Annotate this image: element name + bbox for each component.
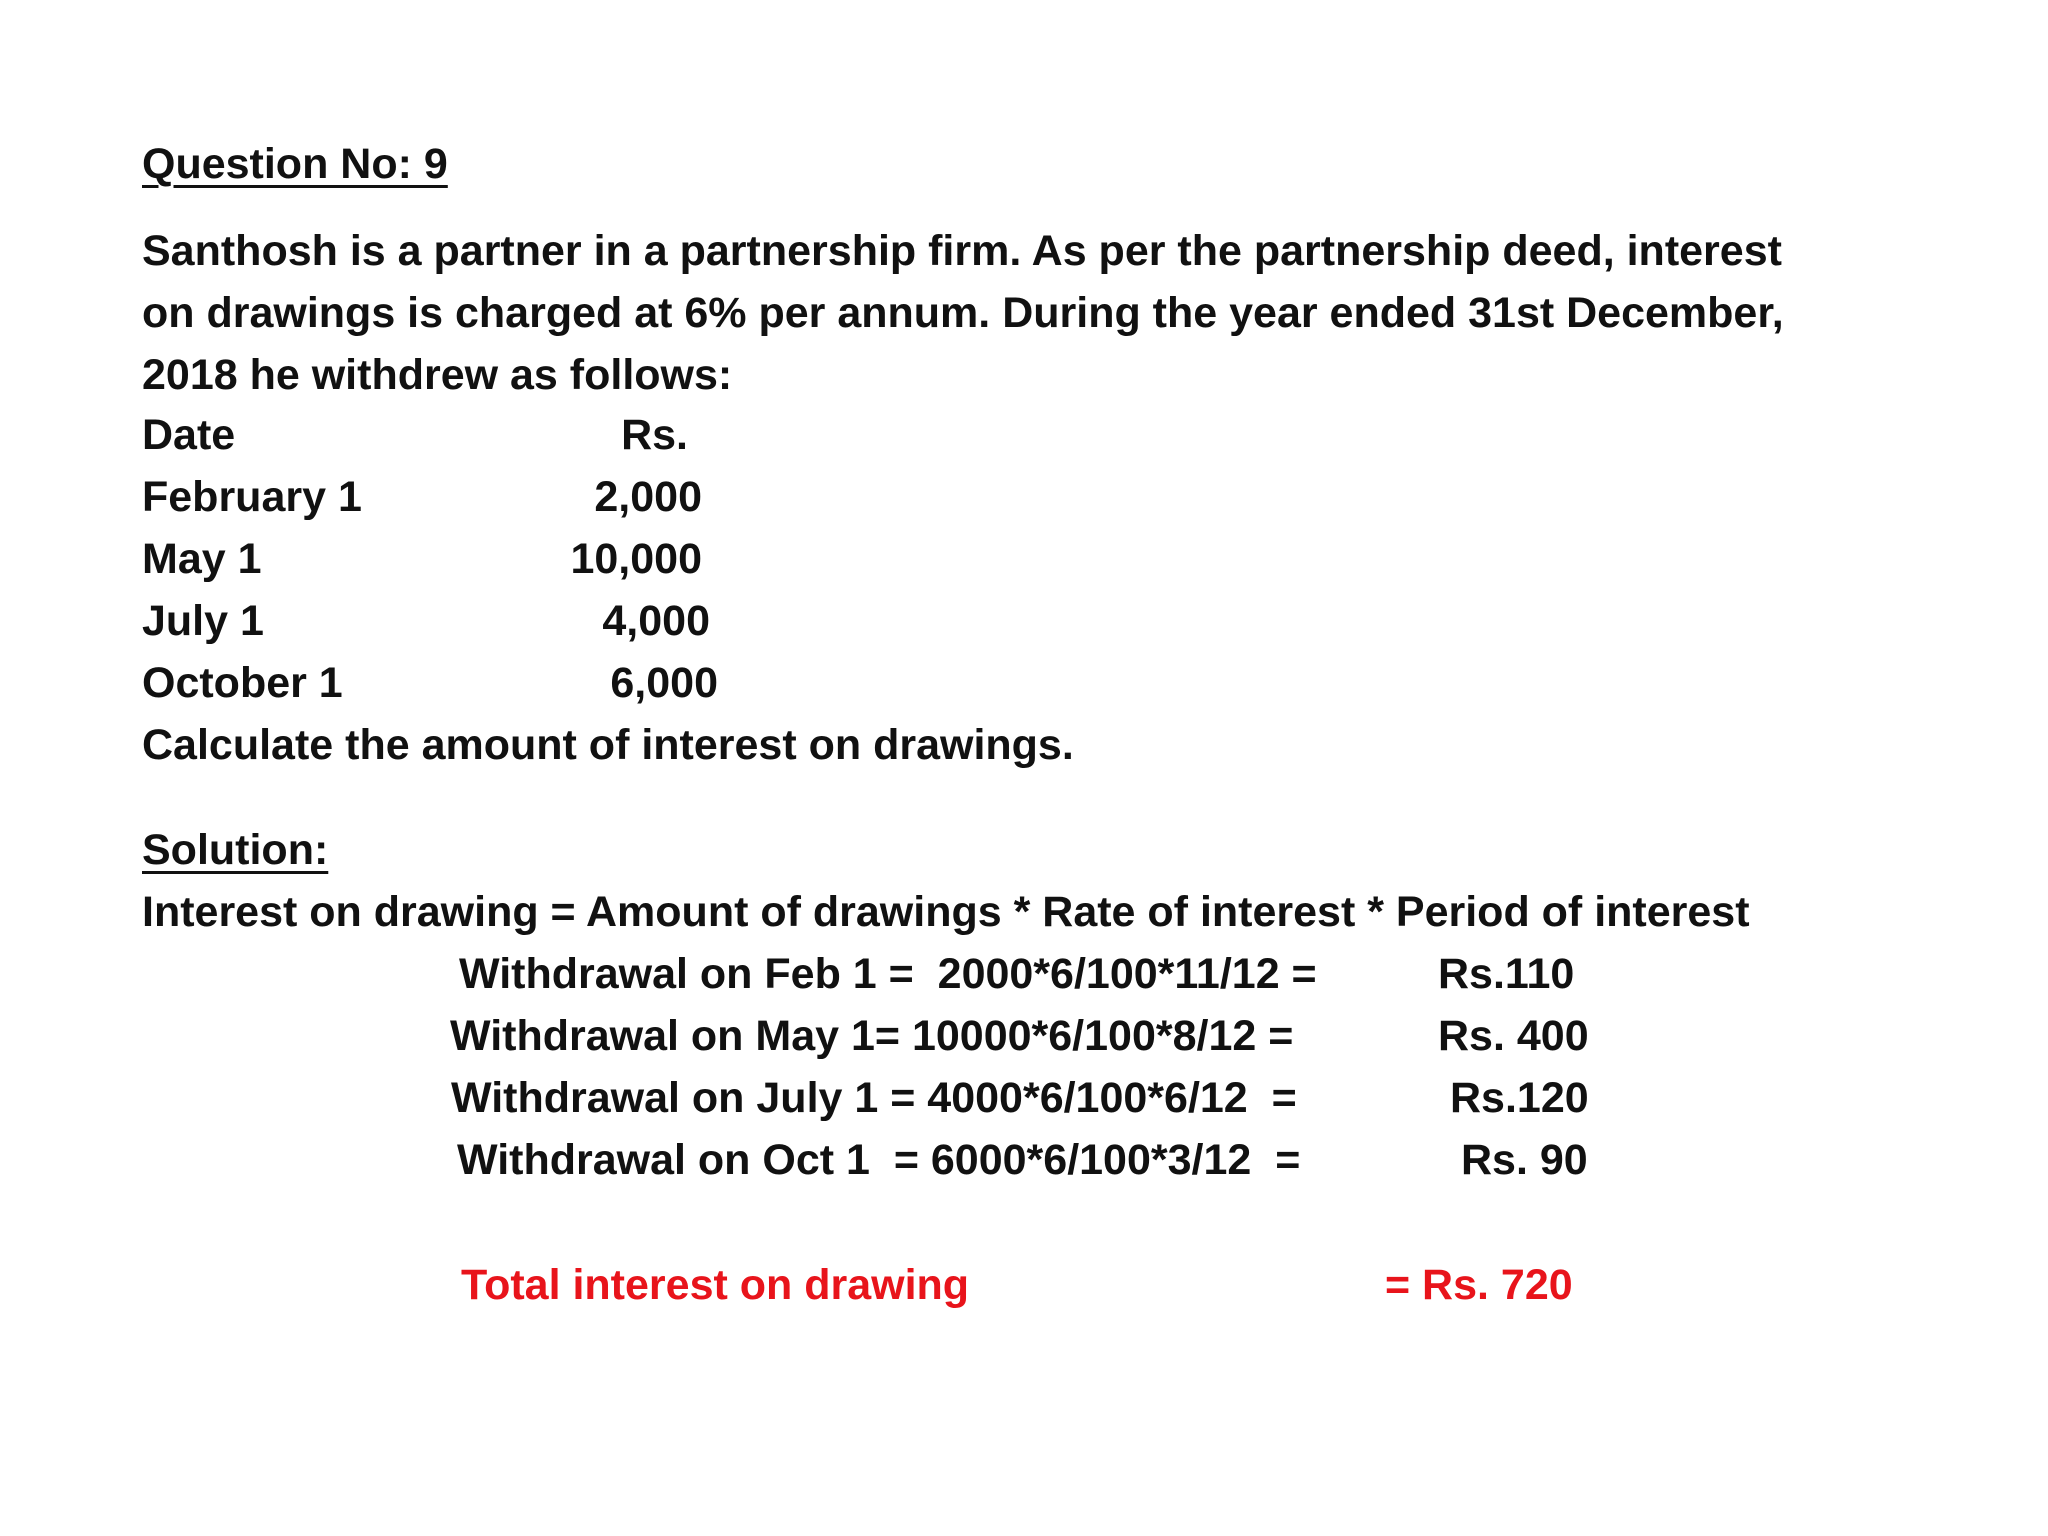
table-row-amount: 10,000 [570, 535, 702, 583]
table-row-date: May 1 [142, 535, 262, 583]
table-row-date: October 1 [142, 659, 343, 707]
table-header-date: Date [142, 411, 236, 459]
solution-formula: Interest on drawing = Amount of drawings * Rate of interest * Period of interest [142, 888, 1750, 936]
calculation-result: Rs. 90 [1461, 1136, 1588, 1184]
calculation-result: Rs. 400 [1438, 1012, 1589, 1060]
table-row-date: February 1 [142, 473, 362, 521]
calculation-expression: Withdrawal on Oct 1 = 6000*6/100*3/12 = [457, 1136, 1301, 1184]
total-label: Total interest on drawing [461, 1261, 970, 1309]
calculation-expression: Withdrawal on July 1 = 4000*6/100*6/12 = [451, 1074, 1297, 1122]
table-row-amount: 6,000 [610, 659, 718, 707]
table-header-amount: Rs. [621, 411, 688, 459]
paragraph-line: 2018 he withdrew as follows: [142, 351, 733, 399]
paragraph-line: Santhosh is a partner in a partnership firm. As per the partnership deed, interest [142, 227, 1782, 275]
table-row-amount: 4,000 [602, 597, 710, 645]
calculation-result: Rs.110 [1438, 950, 1575, 998]
total-value: = Rs. 720 [1385, 1261, 1573, 1309]
calculation-expression: Withdrawal on May 1= 10000*6/100*8/12 = [450, 1012, 1294, 1060]
calculation-result: Rs.120 [1450, 1074, 1589, 1122]
calculation-expression: Withdrawal on Feb 1 = 2000*6/100*11/12 = [459, 950, 1317, 998]
table-row-date: July 1 [142, 597, 264, 645]
paragraph-line: on drawings is charged at 6% per annum. During the year ended 31st December, [142, 289, 1784, 337]
question-instruction: Calculate the amount of interest on drawings. [142, 721, 1074, 769]
question-heading: Question No: 9 [142, 140, 448, 188]
table-row-amount: 2,000 [594, 473, 702, 521]
solution-heading: Solution: [142, 826, 329, 874]
question-paragraph [142, 220, 1932, 406]
